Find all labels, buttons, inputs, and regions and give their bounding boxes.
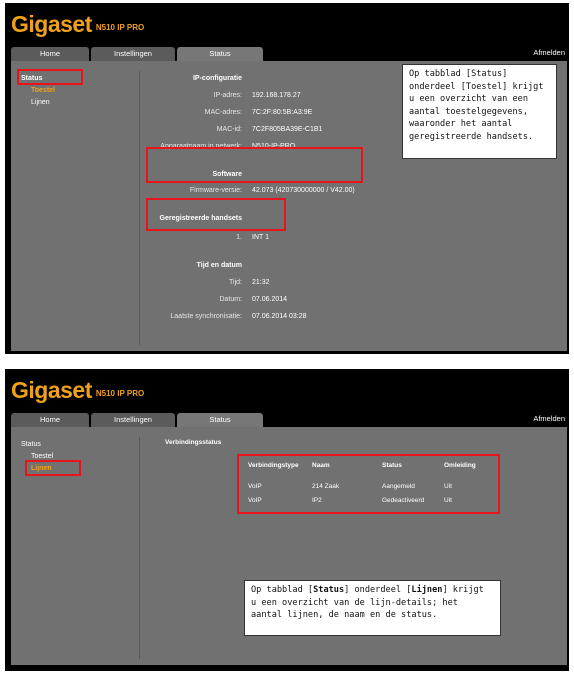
logout-link[interactable]: Afmelden [533,414,565,423]
ip-address-row: IP-adres: 192.168.178.27 [213,92,301,99]
main-tabs [11,47,569,61]
connection-status-heading: Verbindingsstatus [165,439,222,446]
highlight-status-nav [17,69,83,85]
col-header-status: Status [382,462,402,469]
table-cell: VoIP [248,483,262,490]
tab-status[interactable]: Status [177,413,263,427]
main-tabs [11,413,569,427]
sync-row: Laatste synchronisatie: 07.06.2014 03:28 [170,313,307,320]
screenshot-device-status [5,3,569,354]
mac-id-row: MAC-id: 7C2F805BA39E-C1B1 [216,126,323,133]
divider [139,437,140,659]
sidebar-item-status[interactable]: Status [21,441,41,448]
callout-note: Op tabblad [Status] onderdeel [Toestel] krijgt u een overzicht van een aantal toestelgegevens, waaronder het aantal geregistreerde handsets. [402,64,557,159]
highlight-handsets [146,198,286,231]
firmware-row: Firmware-versie: 42.073 (420730000000 / V42.00) [189,187,355,194]
mac-address-row: MAC-adres: 7C:2F:80:5B:A3:9E [204,109,313,116]
date-row: Datum: 07.06.2014 [219,296,288,303]
screenshot-lines-status [5,369,569,671]
sidebar-item-lines[interactable]: Lijnen [31,465,52,472]
model-name: N510 IP PRO [95,389,145,398]
logo-text: Gigaset [11,11,92,37]
table-cell: Uit [444,483,452,490]
tab-status[interactable]: Status [177,47,263,61]
sidebar-item-lines[interactable]: Lijnen [31,99,50,106]
device-name-row: Apparaatnaam in netwerk: N510-IP-PRO [160,143,296,150]
table-cell: VoIP [248,497,262,504]
sidebar-item-device[interactable]: Toestel [31,87,55,94]
handsets-heading: Geregistreerde handsets [159,215,242,222]
callout-note: Op tabblad [Status] onderdeel [Lijnen] krijgt u een overzicht van de lijn-details; het aantal lijnen, de naam en de status. [244,580,501,636]
divider [139,71,140,345]
logout-link[interactable]: Afmelden [533,48,565,57]
time-row: Tijd: 21:32 [229,279,270,286]
tab-home[interactable]: Home [11,413,89,427]
table-cell: Gedeactiveerd [382,497,425,504]
tab-settings[interactable]: Instellingen [91,47,175,61]
gigaset-logo [11,11,144,37]
sidebar-item-status[interactable]: Status [21,75,43,82]
logo-text: Gigaset [11,377,92,403]
time-date-heading: Tijd en datum [196,262,242,269]
handset-row: 1. INT 1 [236,234,269,241]
model-name: N510 IP PRO [95,23,145,32]
col-header-name: Naam [312,462,330,469]
tab-settings[interactable]: Instellingen [91,413,175,427]
highlight-lines-nav [25,460,81,476]
gigaset-logo [11,377,144,403]
highlight-software [146,147,363,183]
software-heading: Software [212,171,242,178]
tab-home[interactable]: Home [11,47,89,61]
table-cell: 214 Zaak [312,483,340,490]
ip-config-heading: IP-configuratie [192,75,242,82]
sidebar-item-device[interactable]: Toestel [31,453,54,460]
table-cell: IP2 [312,497,322,504]
table-cell: Aangemeld [382,483,415,490]
highlight-lines-table [237,454,500,514]
table-cell: Uit [444,497,452,504]
col-header-type: Verbindingstype [248,462,299,469]
col-header-forwarding: Omleiding [444,462,476,469]
